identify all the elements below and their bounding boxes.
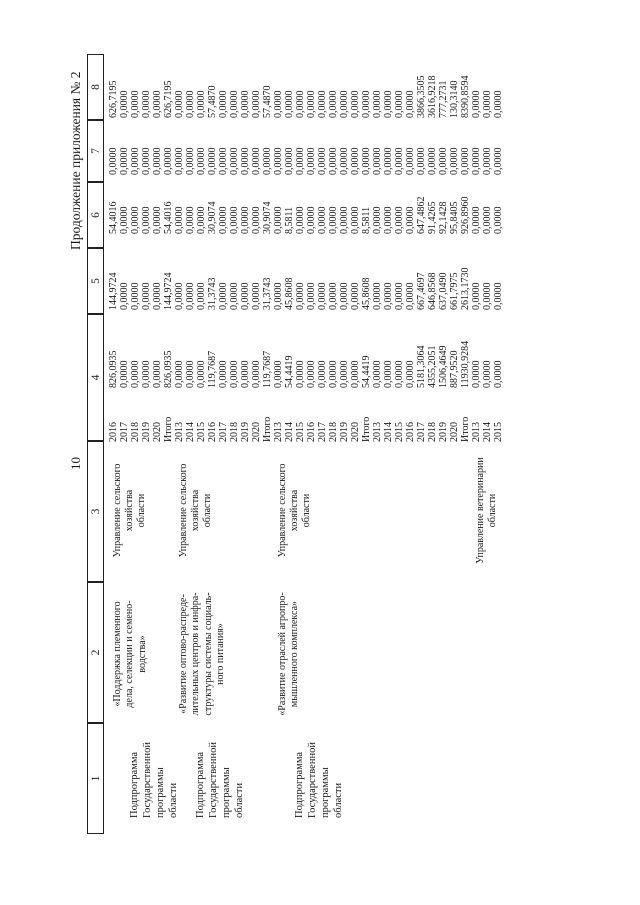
regional-cell: 30,9074 — [262, 201, 273, 234]
federal-cell: 0,0000 — [482, 282, 493, 310]
other-cell: 626,7195 — [163, 80, 174, 118]
local-cell: 0,0000 — [163, 147, 174, 175]
other-cell: 0,0000 — [196, 90, 207, 118]
local-cell: 0,0000 — [218, 147, 229, 175]
total-cell: 0,0000 — [119, 360, 130, 388]
other-cell: 0,0000 — [350, 90, 361, 118]
year-cell: Итого — [361, 416, 372, 442]
total-column — [273, 341, 471, 388]
subprogram-name-line: структуры системы социаль- — [202, 592, 214, 716]
other-cell: 0,0000 — [339, 90, 350, 118]
responsible-executor-line: Управление ветеринарии области — [475, 457, 498, 564]
other-column — [174, 86, 273, 119]
regional-cell: 54,4016 — [163, 201, 174, 234]
subprogram-name — [277, 589, 302, 719]
federal-cell: 0,0000 — [273, 282, 284, 310]
program-type-line: программы области — [155, 767, 179, 818]
federal-cell: 0,0000 — [372, 282, 383, 310]
year-cell: 2016 — [306, 422, 317, 442]
federal-column — [108, 273, 174, 311]
other-cell: 0,0000 — [394, 90, 405, 118]
local-cell: 0,0000 — [394, 147, 405, 175]
federal-cell: 0,0000 — [251, 282, 262, 310]
year-cell: Итого — [262, 416, 273, 442]
other-cell: 0,0000 — [251, 90, 262, 118]
subprogram-name-line: мышленного комплекса» — [289, 600, 301, 708]
year-column — [471, 422, 504, 442]
year-cell: 2016 — [405, 422, 416, 442]
other-column — [471, 91, 504, 119]
local-cell: 0,0000 — [174, 147, 185, 175]
total-cell: 5181,3064 — [416, 345, 427, 388]
other-cell: 0,0000 — [383, 90, 394, 118]
year-cell: 2018 — [229, 422, 240, 442]
total-cell: 0,0000 — [229, 360, 240, 388]
year-cell: 2013 — [372, 422, 383, 442]
federal-cell: 0,0000 — [394, 282, 405, 310]
year-cell: 2018 — [130, 422, 141, 442]
subprogram-name-line: «Развитие отраслей агропро- — [277, 592, 288, 716]
other-cell: 0,0000 — [174, 90, 185, 118]
federal-cell: 31,3743 — [262, 277, 273, 310]
federal-cell: 0,0000 — [141, 282, 152, 310]
local-cell: 0,0000 — [350, 147, 361, 175]
program-type — [128, 730, 180, 818]
total-cell: 54,4419 — [284, 355, 295, 388]
regional-cell: 0,0000 — [141, 206, 152, 234]
other-cell: 0,0000 — [372, 90, 383, 118]
total-cell: 11930,9284 — [460, 340, 471, 388]
year-cell: 2016 — [108, 422, 119, 442]
federal-cell: 0,0000 — [185, 282, 196, 310]
total-cell: 119,7687 — [207, 350, 218, 388]
subprogram-name-line: лительных центров и инфра- — [190, 592, 202, 716]
federal-cell: 0,0000 — [196, 282, 207, 310]
regional-cell: 0,0000 — [482, 206, 493, 234]
total-column — [108, 351, 174, 389]
federal-cell: 144,9724 — [163, 272, 174, 310]
year-column — [108, 417, 174, 442]
responsible-executor-line: Управление сельского хозяйства — [178, 463, 201, 558]
total-cell: 0,0000 — [328, 360, 339, 388]
year-cell: 2015 — [295, 422, 306, 442]
responsible-executor-line: области — [202, 493, 213, 528]
federal-cell: 0,0000 — [240, 282, 251, 310]
program-type-line: Подпрограмма — [129, 751, 140, 818]
other-cell: 0,0000 — [471, 90, 482, 118]
local-cell: 0,0000 — [229, 147, 240, 175]
regional-column — [108, 202, 174, 235]
total-cell: 0,0000 — [339, 360, 350, 388]
total-cell: 0,0000 — [482, 360, 493, 388]
local-cell: 0,0000 — [317, 147, 328, 175]
total-cell: 0,0000 — [185, 360, 196, 388]
regional-cell: 0,0000 — [405, 206, 416, 234]
total-cell: 0,0000 — [152, 360, 163, 388]
column-header-8: 8 — [87, 54, 104, 120]
year-cell: 2020 — [449, 422, 460, 442]
other-cell: 0,0000 — [141, 90, 152, 118]
other-cell: 57,4870 — [207, 85, 218, 118]
total-cell: 0,0000 — [174, 360, 185, 388]
local-cell: 0,0000 — [460, 147, 471, 175]
total-column — [174, 351, 273, 388]
other-cell: 8390,8594 — [460, 75, 471, 118]
regional-cell: 0,0000 — [174, 206, 185, 234]
other-column — [273, 76, 471, 119]
local-cell: 0,0000 — [493, 147, 504, 175]
federal-column — [273, 268, 471, 311]
federal-cell: 0,0000 — [229, 282, 240, 310]
total-cell: 887,9520 — [449, 350, 460, 388]
local-cell: 0,0000 — [108, 147, 119, 175]
other-cell: 0,0000 — [185, 90, 196, 118]
subprogram-name-line: водства» — [136, 635, 148, 673]
local-cell: 0,0000 — [130, 147, 141, 175]
local-cell: 0,0000 — [196, 147, 207, 175]
total-cell: 0,0000 — [240, 360, 251, 388]
total-cell: 0,0000 — [493, 360, 504, 388]
total-cell: 0,0000 — [130, 360, 141, 388]
federal-cell: 0,0000 — [306, 282, 317, 310]
column-header-6: 6 — [87, 182, 104, 248]
regional-cell: 91,4265 — [427, 201, 438, 234]
federal-cell: 0,0000 — [339, 282, 350, 310]
total-cell: 0,0000 — [350, 360, 361, 388]
federal-column — [471, 283, 504, 311]
regional-cell: 0,0000 — [196, 206, 207, 234]
regional-cell: 30,9074 — [207, 201, 218, 234]
regional-cell: 95,8405 — [449, 201, 460, 234]
local-cell: 0,0000 — [207, 147, 218, 175]
year-cell: 2018 — [427, 422, 438, 442]
federal-cell: 0,0000 — [119, 282, 130, 310]
other-cell: 0,0000 — [361, 90, 372, 118]
program-type — [194, 730, 246, 818]
other-cell: 3616,9218 — [427, 75, 438, 118]
subprogram-name-line: «Развитие оптово-распреде- — [178, 594, 189, 714]
regional-cell: 0,0000 — [240, 206, 251, 234]
program-type-line: Государственной — [307, 742, 318, 818]
subprogram-name — [112, 589, 149, 719]
subprogram-name-line: ного питания» — [215, 623, 227, 685]
regional-cell: 0,0000 — [328, 206, 339, 234]
year-cell: 2013 — [471, 422, 482, 442]
regional-column — [471, 207, 504, 235]
total-cell: 0,0000 — [394, 360, 405, 388]
year-cell: 2014 — [185, 422, 196, 442]
document-page — [60, 42, 580, 862]
other-cell: 0,0000 — [130, 90, 141, 118]
total-cell: 0,0000 — [306, 360, 317, 388]
subprogram-name-line: «Поддержка племенного — [112, 601, 123, 707]
year-cell: 2017 — [416, 422, 427, 442]
regional-cell: 0,0000 — [218, 206, 229, 234]
total-cell: 0,0000 — [141, 360, 152, 388]
column-header-4: 4 — [87, 314, 104, 441]
responsible-executor — [178, 444, 214, 577]
year-cell: 2018 — [328, 422, 339, 442]
total-cell: 4355,2051 — [427, 345, 438, 388]
year-column — [273, 417, 471, 442]
total-cell: 0,0000 — [295, 360, 306, 388]
year-cell: 2019 — [141, 422, 152, 442]
local-cell: 0,0000 — [141, 147, 152, 175]
regional-cell: 54,4016 — [108, 201, 119, 234]
local-cell: 0,0000 — [383, 147, 394, 175]
regional-cell: 0,0000 — [493, 206, 504, 234]
regional-column — [174, 202, 273, 235]
total-cell: 0,0000 — [471, 360, 482, 388]
federal-cell: 45,8608 — [284, 277, 295, 310]
total-cell: 119,7687 — [262, 350, 273, 388]
federal-cell: 45,8608 — [361, 277, 372, 310]
year-cell: 2015 — [196, 422, 207, 442]
year-cell: 2020 — [251, 422, 262, 442]
local-cell: 0,0000 — [284, 147, 295, 175]
other-cell: 0,0000 — [284, 90, 295, 118]
regional-cell: 92,1428 — [438, 201, 449, 234]
year-cell: 2015 — [493, 422, 504, 442]
federal-cell: 661,7975 — [449, 272, 460, 310]
regional-cell: 0,0000 — [306, 206, 317, 234]
other-cell: 0,0000 — [295, 90, 306, 118]
regional-cell: 0,0000 — [251, 206, 262, 234]
page-number: 10 — [68, 457, 83, 470]
column-header-3: 3 — [87, 441, 104, 582]
local-cell: 0,0000 — [306, 147, 317, 175]
year-column — [174, 417, 273, 442]
year-cell: 2017 — [119, 422, 130, 442]
year-cell: 2017 — [218, 422, 229, 442]
federal-cell: 0,0000 — [350, 282, 361, 310]
other-cell: 3866,3505 — [416, 75, 427, 118]
local-cell: 0,0000 — [185, 147, 196, 175]
federal-cell: 0,0000 — [328, 282, 339, 310]
local-cell: 0,0000 — [240, 147, 251, 175]
total-cell: 826,0935 — [108, 350, 119, 388]
total-cell: 0,0000 — [218, 360, 229, 388]
total-cell: 0,0000 — [317, 360, 328, 388]
local-cell: 0,0000 — [427, 147, 438, 175]
regional-cell: 0,0000 — [317, 206, 328, 234]
local-column — [273, 148, 471, 176]
total-cell: 0,0000 — [251, 360, 262, 388]
local-cell: 0,0000 — [251, 147, 262, 175]
regional-cell: 647,4862 — [416, 196, 427, 234]
total-cell: 1506,4649 — [438, 345, 449, 388]
federal-cell: 0,0000 — [174, 282, 185, 310]
local-cell: 0,0000 — [152, 147, 163, 175]
regional-cell: 0,0000 — [152, 206, 163, 234]
year-cell: 2019 — [240, 422, 251, 442]
regional-cell: 0,0000 — [394, 206, 405, 234]
other-cell: 0,0000 — [328, 90, 339, 118]
column-header-5: 5 — [87, 248, 104, 314]
regional-cell: 0,0000 — [383, 206, 394, 234]
local-cell: 0,0000 — [295, 147, 306, 175]
regional-column — [273, 197, 471, 235]
program-type-line: программы области — [320, 767, 344, 818]
local-cell: 0,0000 — [416, 147, 427, 175]
other-cell: 0,0000 — [240, 90, 251, 118]
other-cell: 0,0000 — [152, 90, 163, 118]
local-cell: 0,0000 — [361, 147, 372, 175]
responsible-executor-line: Управление сельского хозяйства — [277, 463, 300, 558]
federal-cell: 0,0000 — [383, 282, 394, 310]
regional-cell: 0,0000 — [339, 206, 350, 234]
federal-cell: 0,0000 — [493, 282, 504, 310]
program-type-line: Государственной — [142, 742, 153, 818]
year-cell: 2013 — [174, 422, 185, 442]
responsible-executor — [112, 444, 148, 577]
other-cell: 0,0000 — [482, 90, 493, 118]
year-cell: 2014 — [482, 422, 493, 442]
year-cell: 2017 — [317, 422, 328, 442]
year-cell: Итого — [460, 416, 471, 442]
regional-cell: 0,0000 — [372, 206, 383, 234]
federal-cell: 0,0000 — [218, 282, 229, 310]
year-cell: 2013 — [273, 422, 284, 442]
federal-cell: 144,9724 — [108, 272, 119, 310]
year-cell: Итого — [163, 416, 174, 442]
regional-cell: 0,0000 — [130, 206, 141, 234]
year-cell: 2015 — [394, 422, 405, 442]
local-cell: 0,0000 — [273, 147, 284, 175]
column-header-1: 1 — [87, 723, 104, 834]
other-cell: 0,0000 — [273, 90, 284, 118]
other-cell: 777,2731 — [438, 80, 449, 118]
total-cell: 0,0000 — [196, 360, 207, 388]
local-cell: 0,0000 — [482, 147, 493, 175]
local-column — [108, 148, 174, 176]
other-cell: 0,0000 — [218, 90, 229, 118]
total-cell: 0,0000 — [372, 360, 383, 388]
other-cell: 0,0000 — [405, 90, 416, 118]
local-cell: 0,0000 — [438, 147, 449, 175]
responsible-executor-line: Управление сельского хозяйства — [112, 463, 135, 558]
subprogram-name-line: дела, селекции и семено- — [124, 600, 136, 708]
program-type-line: Подпрограмма — [294, 751, 305, 818]
program-type-line: программы области — [221, 767, 245, 818]
local-cell: 0,0000 — [449, 147, 460, 175]
program-type-line: Государственной — [208, 742, 219, 818]
year-cell: 2020 — [152, 422, 163, 442]
continuation-caption: Продолжение приложения № 2 — [68, 71, 83, 250]
regional-cell: 8,5811 — [284, 206, 295, 234]
total-cell: 826,0935 — [163, 350, 174, 388]
local-cell: 0,0000 — [471, 147, 482, 175]
federal-cell: 0,0000 — [317, 282, 328, 310]
column-header-2: 2 — [87, 582, 104, 723]
year-cell: 2019 — [339, 422, 350, 442]
total-cell: 0,0000 — [405, 360, 416, 388]
local-column — [471, 148, 504, 176]
regional-cell: 0,0000 — [295, 206, 306, 234]
other-cell: 0,0000 — [119, 90, 130, 118]
responsible-executor — [277, 444, 313, 577]
local-cell: 0,0000 — [262, 147, 273, 175]
regional-cell: 8,5811 — [361, 206, 372, 234]
total-cell: 0,0000 — [383, 360, 394, 388]
local-cell: 0,0000 — [372, 147, 383, 175]
subprogram-name — [178, 589, 228, 719]
other-cell: 0,0000 — [317, 90, 328, 118]
local-cell: 0,0000 — [339, 147, 350, 175]
other-cell: 626,7195 — [108, 80, 119, 118]
total-cell: 54,4419 — [361, 355, 372, 388]
local-column — [174, 148, 273, 176]
other-cell: 57,4870 — [262, 85, 273, 118]
other-cell: 0,0000 — [493, 90, 504, 118]
regional-cell: 0,0000 — [229, 206, 240, 234]
regional-cell: 926,8960 — [460, 196, 471, 234]
federal-cell: 646,8568 — [427, 272, 438, 310]
regional-cell: 0,0000 — [119, 206, 130, 234]
responsible-executor-line: области — [301, 493, 312, 528]
federal-cell: 667,4697 — [416, 272, 427, 310]
federal-cell: 0,0000 — [405, 282, 416, 310]
responsible-executor-line: области — [136, 493, 147, 528]
regional-cell: 0,0000 — [471, 206, 482, 234]
federal-cell: 637,0490 — [438, 272, 449, 310]
local-cell: 0,0000 — [119, 147, 130, 175]
regional-cell: 0,0000 — [273, 206, 284, 234]
local-cell: 0,0000 — [405, 147, 416, 175]
year-cell: 2020 — [350, 422, 361, 442]
regional-cell: 0,0000 — [185, 206, 196, 234]
total-cell: 0,0000 — [273, 360, 284, 388]
federal-cell: 0,0000 — [295, 282, 306, 310]
other-cell: 0,0000 — [229, 90, 240, 118]
year-cell: 2014 — [383, 422, 394, 442]
year-cell: 2016 — [207, 422, 218, 442]
federal-cell: 0,0000 — [471, 282, 482, 310]
year-cell: 2014 — [284, 422, 295, 442]
federal-cell: 31,3743 — [207, 277, 218, 310]
column-header-7: 7 — [87, 120, 104, 182]
federal-cell: 2613,1730 — [460, 267, 471, 310]
local-cell: 0,0000 — [328, 147, 339, 175]
federal-cell: 0,0000 — [152, 282, 163, 310]
responsible-executor — [475, 444, 499, 577]
regional-cell: 0,0000 — [350, 206, 361, 234]
total-column — [471, 361, 504, 389]
other-cell: 130,3140 — [449, 80, 460, 118]
program-type-line: Подпрограмма — [195, 751, 206, 818]
federal-cell: 0,0000 — [130, 282, 141, 310]
other-cell: 0,0000 — [306, 90, 317, 118]
other-column — [108, 81, 174, 119]
federal-column — [174, 278, 273, 311]
year-cell: 2019 — [438, 422, 449, 442]
program-type — [293, 730, 345, 818]
